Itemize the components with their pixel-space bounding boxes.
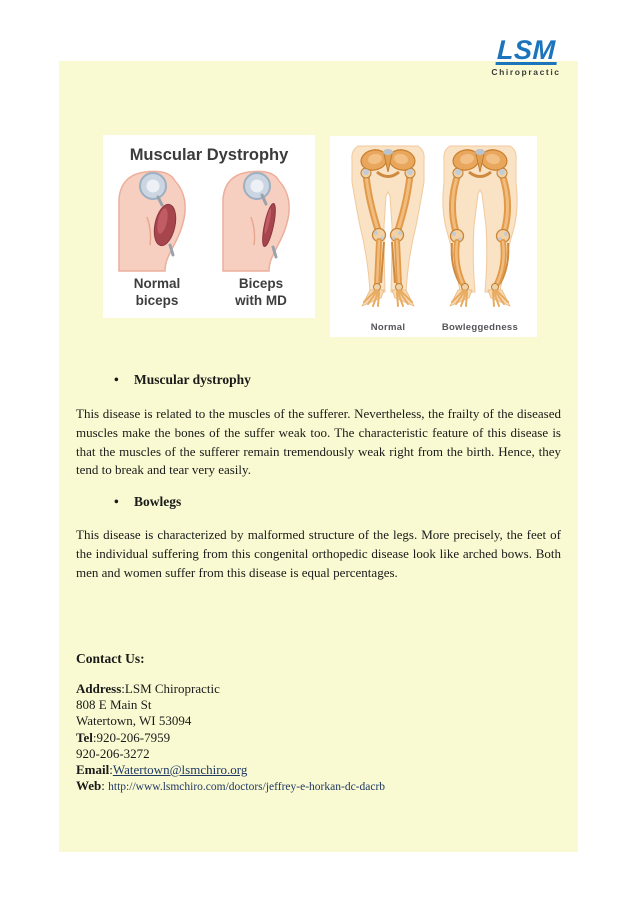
lsm-logo-subtitle: Chiropractic	[491, 67, 561, 77]
paragraph-bowlegs: This disease is characterized by malformed structure of the legs. More precisely, the feet of the individual suffering from this congenital orthopedic disease look like arched bows. Both men and women suffer from this disease is equal percentages.	[76, 527, 561, 580]
figure2-right-label: Bowleggedness	[441, 322, 519, 333]
web-label: Web	[76, 778, 102, 794]
contact-block	[76, 681, 561, 795]
email-colon: :	[109, 762, 113, 778]
document-page	[59, 61, 578, 852]
contact-address-line	[76, 681, 561, 697]
figure1-left-label-line1: Normal	[133, 276, 181, 291]
contact-web-line	[76, 778, 561, 795]
email-link[interactable]: Watertown@lsmchiro.org	[112, 762, 248, 778]
lsm-logo-wordmark: LSM	[496, 35, 556, 65]
bullet-glyph: •	[114, 372, 119, 387]
figure1-right-label-line2: with MD	[235, 293, 287, 308]
bullet-glyph: •	[114, 494, 119, 509]
contact-city-line: Watertown, WI 53094	[76, 713, 192, 729]
muscular-dystrophy-illustration	[103, 135, 315, 318]
section-heading-text: Muscular dystrophy	[134, 372, 251, 387]
lsm-chiropractic-logo	[484, 35, 568, 77]
paragraph-muscular-dystrophy: This disease is related to the muscles of the sufferer. Nevertheless, the frailty of the diseased muscles make the bones of the suffer weak too. The characteristic feature of this disease is that the muscles of the sufferer remain tremendously weak right from the birth. Hence, they tend to break and tear very easily.	[76, 406, 561, 478]
figure1-left-label-line2: biceps	[135, 293, 179, 308]
contact-email-line	[76, 762, 561, 778]
contact-tel2-line: 920-206-3272	[76, 745, 150, 761]
address-value: :LSM Chiropractic	[121, 681, 220, 696]
web-colon: :	[101, 778, 109, 794]
contact-tel-line	[76, 730, 561, 746]
bowlegs-figure	[330, 136, 537, 337]
figure1-title: Muscular Dystrophy	[129, 146, 289, 164]
figure2-left-label: Normal	[370, 322, 406, 333]
contact-us-heading: Contact Us:	[76, 651, 145, 666]
bullet-heading-muscular-dystrophy	[76, 371, 561, 390]
email-label: Email	[76, 762, 110, 778]
bowlegs-illustration	[330, 136, 537, 337]
tel-label: Tel	[76, 729, 93, 745]
section-heading-text: Bowlegs	[134, 494, 182, 509]
contact-street-line: 808 E Main St	[76, 697, 152, 713]
web-url-link[interactable]: http://www.lsmchiro.com/doctors/jeffrey-e-horkan-dc-dacrb	[108, 781, 386, 794]
bullet-heading-bowlegs	[76, 493, 561, 512]
tel-value: :920-206-7959	[92, 729, 171, 745]
figure1-right-label-line1: Biceps	[238, 276, 284, 291]
address-label: Address	[76, 681, 122, 696]
muscular-dystrophy-figure	[103, 135, 315, 318]
